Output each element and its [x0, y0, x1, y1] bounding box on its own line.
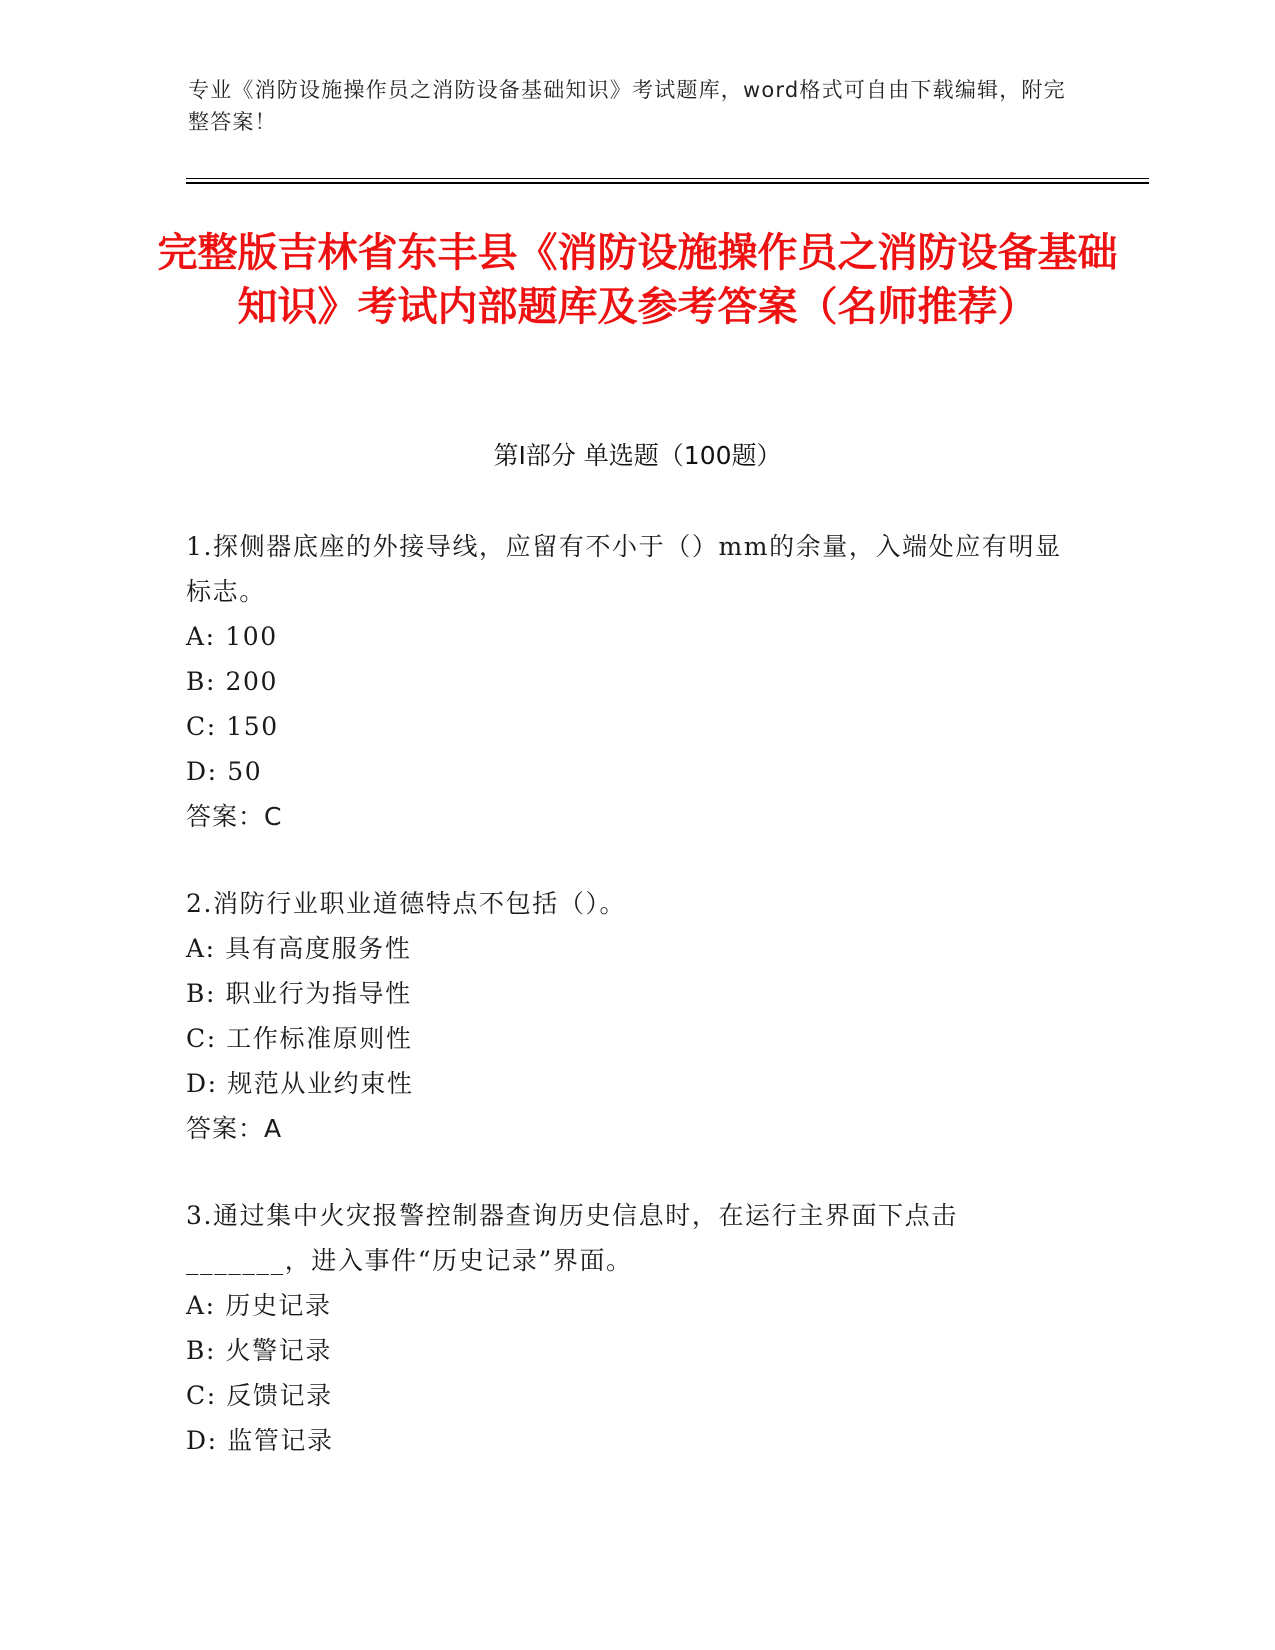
option-d: D: 规范从业约束性: [186, 1069, 414, 1098]
answer-line: 答案：A: [186, 1114, 283, 1143]
header-note: 专业《消防设施操作员之消防设备基础知识》考试题库，word格式可自由下载编辑，附完整答案！: [188, 78, 1066, 134]
option-c: C: 反馈记录: [186, 1381, 333, 1410]
header-divider-thick: [186, 182, 1149, 184]
option-c: C: 150: [186, 712, 279, 741]
section-title: 第Ⅰ部分 单选题（100题）: [493, 441, 782, 470]
option-b: B: 职业行为指导性: [186, 979, 412, 1008]
option-b: B: 火警记录: [186, 1336, 332, 1365]
question-text: 1.探侧器底座的外接导线，应留有不小于（）mm的余量，入端处应有明显标志。: [186, 532, 1062, 606]
question-text: 2.消防行业职业道德特点不包括（）。: [186, 889, 627, 918]
option-d: D: 监管记录: [186, 1426, 334, 1455]
option-a: A: 历史记录: [186, 1291, 332, 1320]
option-b: B: 200: [186, 667, 279, 696]
document-title: 完整版吉林省东丰县《消防设施操作员之消防设备基础知识》考试内部题库及参考答案（名师推荐）: [157, 230, 1118, 330]
option-a: A: 100: [186, 622, 278, 651]
question-2: [186, 881, 1066, 1151]
question-text: 3.通过集中火灾报警控制器查询历史信息时，在运行主界面下点击_______，进入事件“历史记录”界面。: [186, 1201, 958, 1275]
answer-line: 答案：C: [186, 802, 283, 831]
question-1: [186, 524, 1066, 839]
option-c: C: 工作标准原则性: [186, 1024, 413, 1053]
header-divider-thin: [186, 178, 1149, 179]
option-a: A: 具有高度服务性: [186, 934, 412, 963]
question-list: [186, 524, 1066, 1505]
option-d: D: 50: [186, 757, 263, 786]
question-3: [186, 1193, 1066, 1463]
